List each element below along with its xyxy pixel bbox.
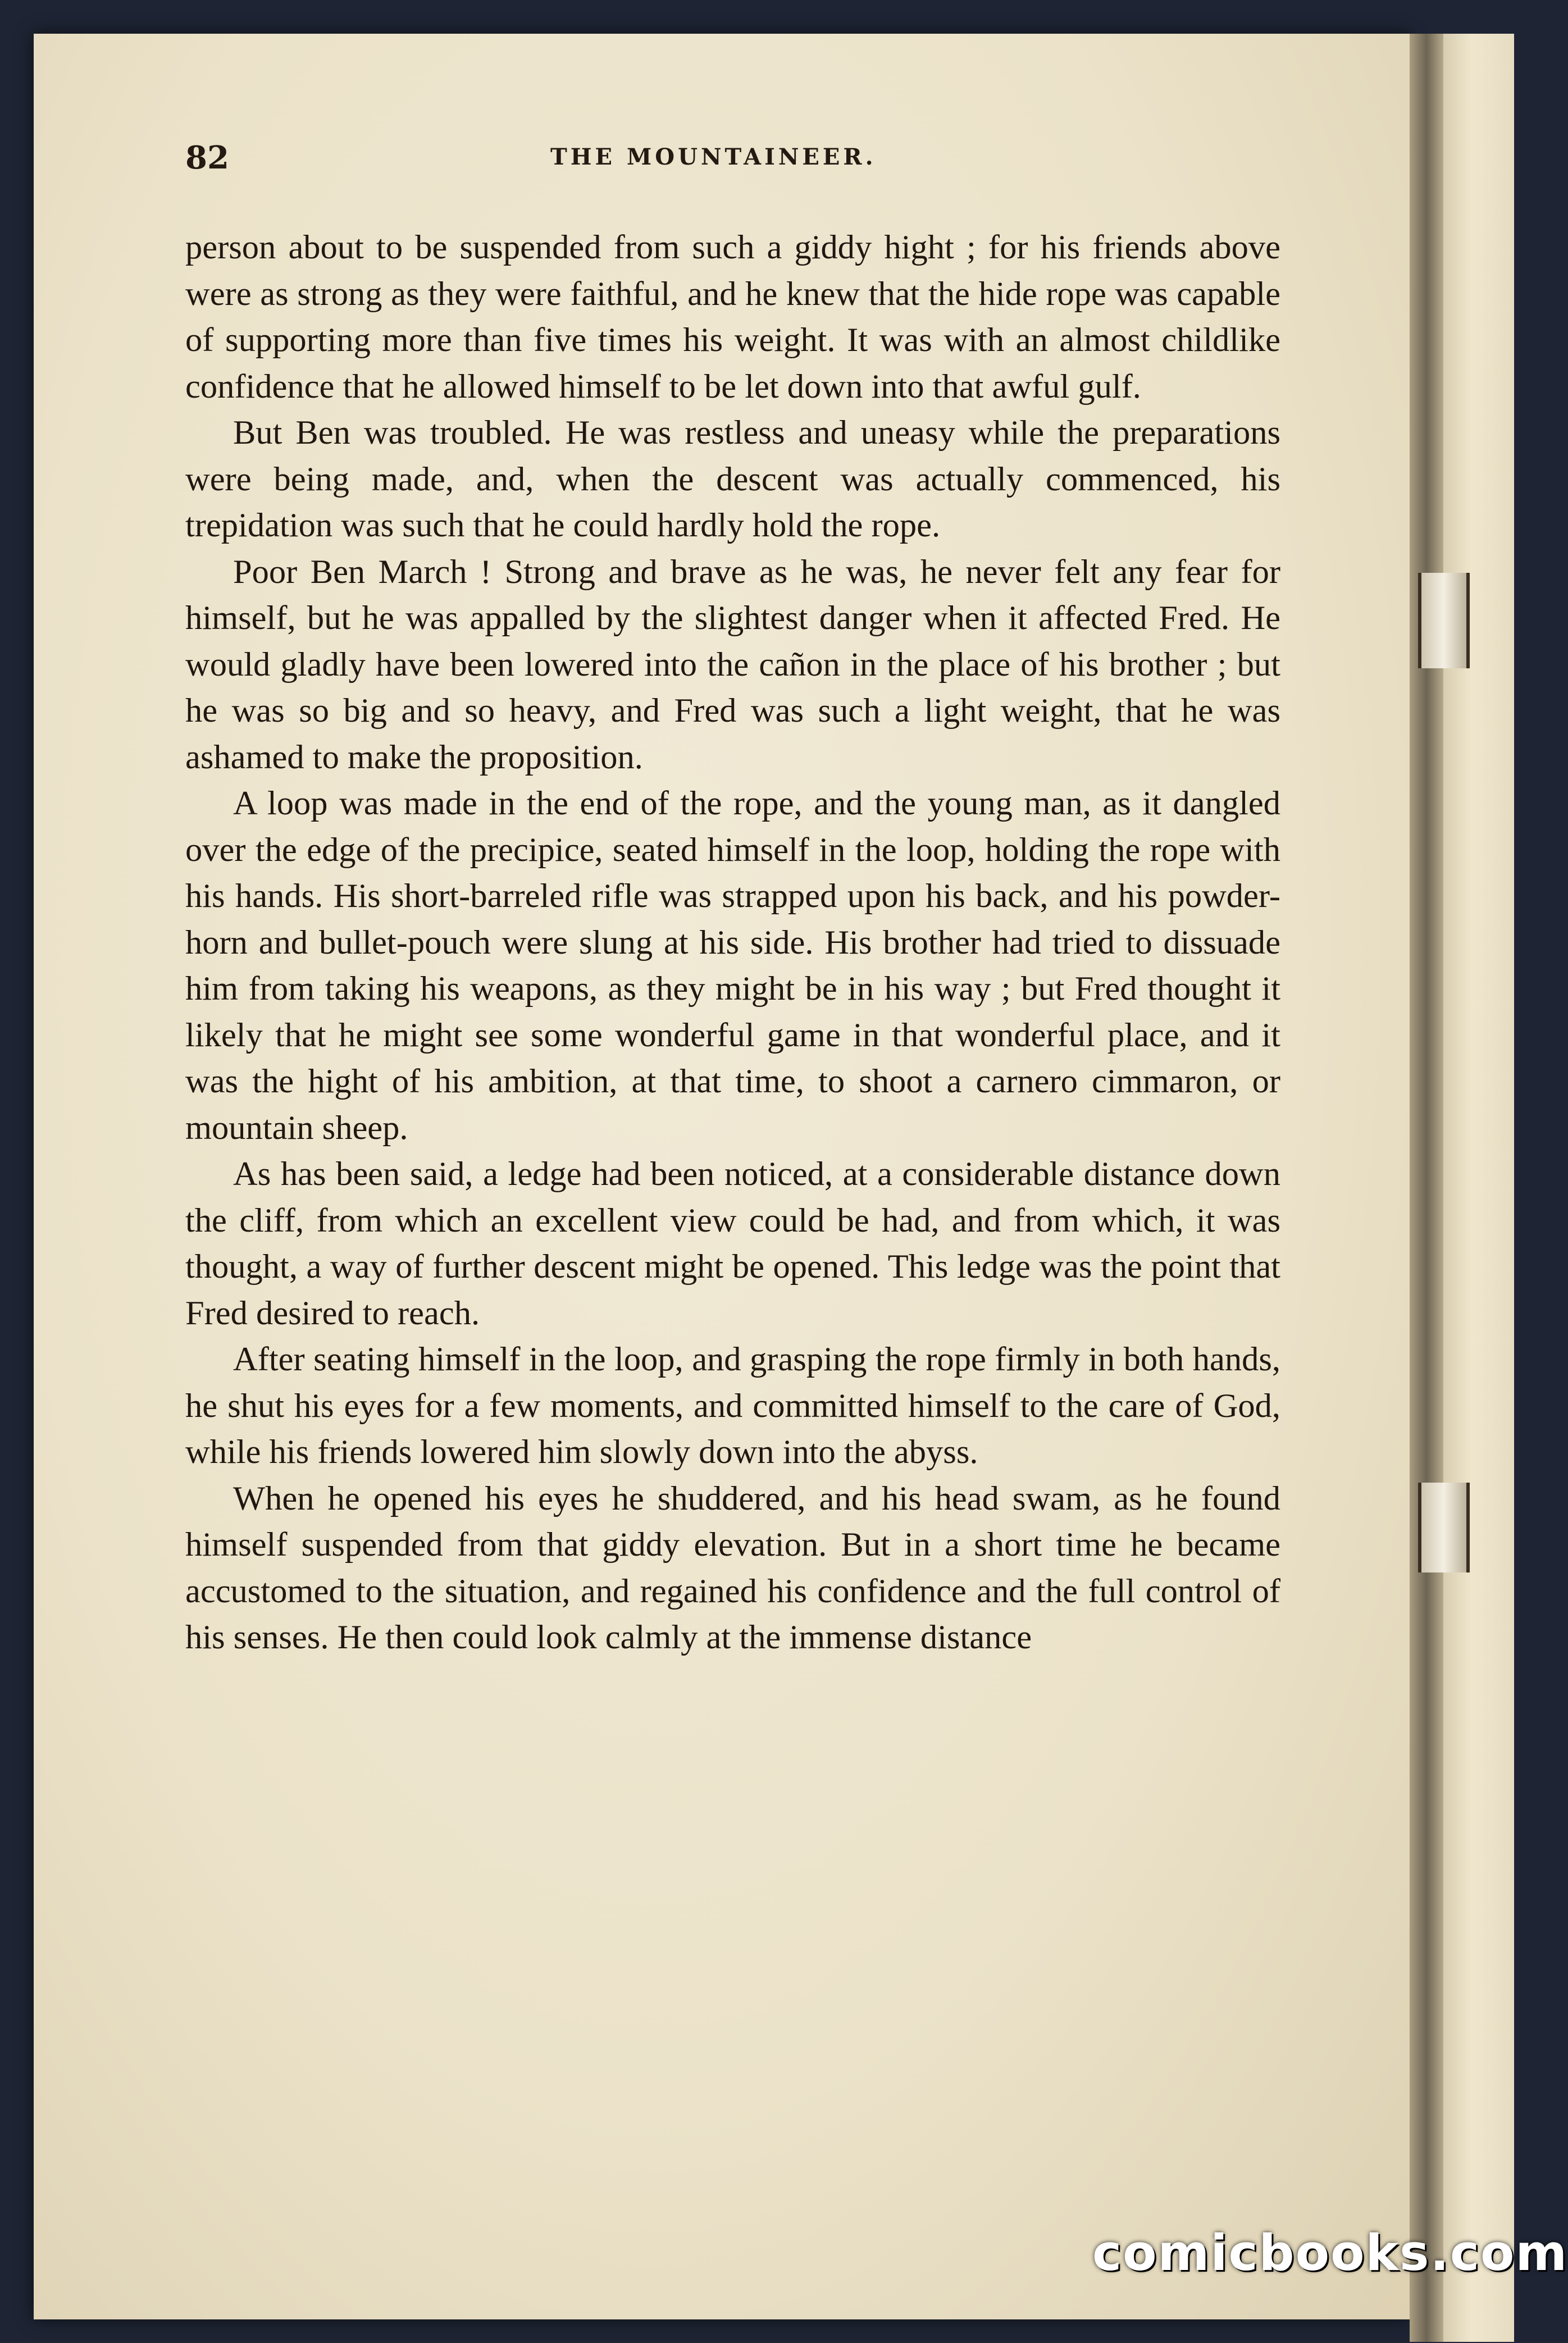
paragraph: When he opened his eyes he shuddered, and his head swam, as he found himself suspended from that giddy elevation. But in a short time he became accustomed to the situation, and regained his confidence and the full control of his senses. He then could look calmly at the immense distance bbox=[185, 1479, 1280, 1656]
paragraph: Poor Ben March ! Strong and brave as he was, he never felt any fear for himself, but he was appalled by the slightest danger when it affected Fred. He would gladly have been lowered into the cañon in the place of his brother ; but he was so big and so heavy, and Fred was such a light weight, that he was ashamed to make the proposition. bbox=[185, 553, 1280, 776]
facing-page-edge bbox=[1443, 34, 1514, 2342]
paragraph: person about to be suspended from such a giddy hight ; for his friends above were as strong as they were faithful, and he knew that the hide rope was capable of supporting more than five times his weight. It was with an almost childlike confidence that he allowed himself to be let down into that awful gulf. bbox=[185, 229, 1280, 405]
body-text bbox=[185, 225, 1280, 2134]
running-head bbox=[185, 139, 1286, 179]
watermark: comicbooks.com bbox=[1092, 2224, 1568, 2282]
paragraph: But Ben was troubled. He was restless and uneasy while the preparations were being made, and, when the descent was actually commenced, his trepidation was such that he could hardly hold the rope. bbox=[185, 414, 1280, 544]
binding-tape-upper bbox=[1418, 573, 1470, 668]
page-gutter bbox=[1410, 34, 1443, 2342]
binding-tape-lower bbox=[1418, 1483, 1470, 1572]
paragraph: A loop was made in the end of the rope, and the young man, as it dangled over the edge of the precipice, seated himself in the loop, holding the rope with his hands. His short-barreled rifle was strapped upon his back, and his powder-horn and bullet-pouch were slung at his side. His brother had tried to dissuade him from taking his weapons, as they might be in his way ; but Fred thought it likely that he might see some wonderful game in that wonderful place, and it was the hight of his ambition, at that time, to shoot a carnero cimmaron, or mountain sheep. bbox=[185, 785, 1280, 1147]
paragraph: After seating himself in the loop, and grasping the rope firmly in both hands, he shut his eyes for a few moments, and committed himself to the care of God, while his friends lowered him slowly down into the abyss. bbox=[185, 1341, 1280, 1471]
paragraph: As has been said, a ledge had been noticed, at a considerable distance down the cliff, from which an excellent view could be had, and from which, it was thought, a way of further descent might be opened. This ledge was the point that Fred desired to reach. bbox=[185, 1155, 1280, 1332]
page-number: 82 bbox=[185, 139, 229, 176]
running-title: THE MOUNTAINEER. bbox=[550, 144, 877, 170]
